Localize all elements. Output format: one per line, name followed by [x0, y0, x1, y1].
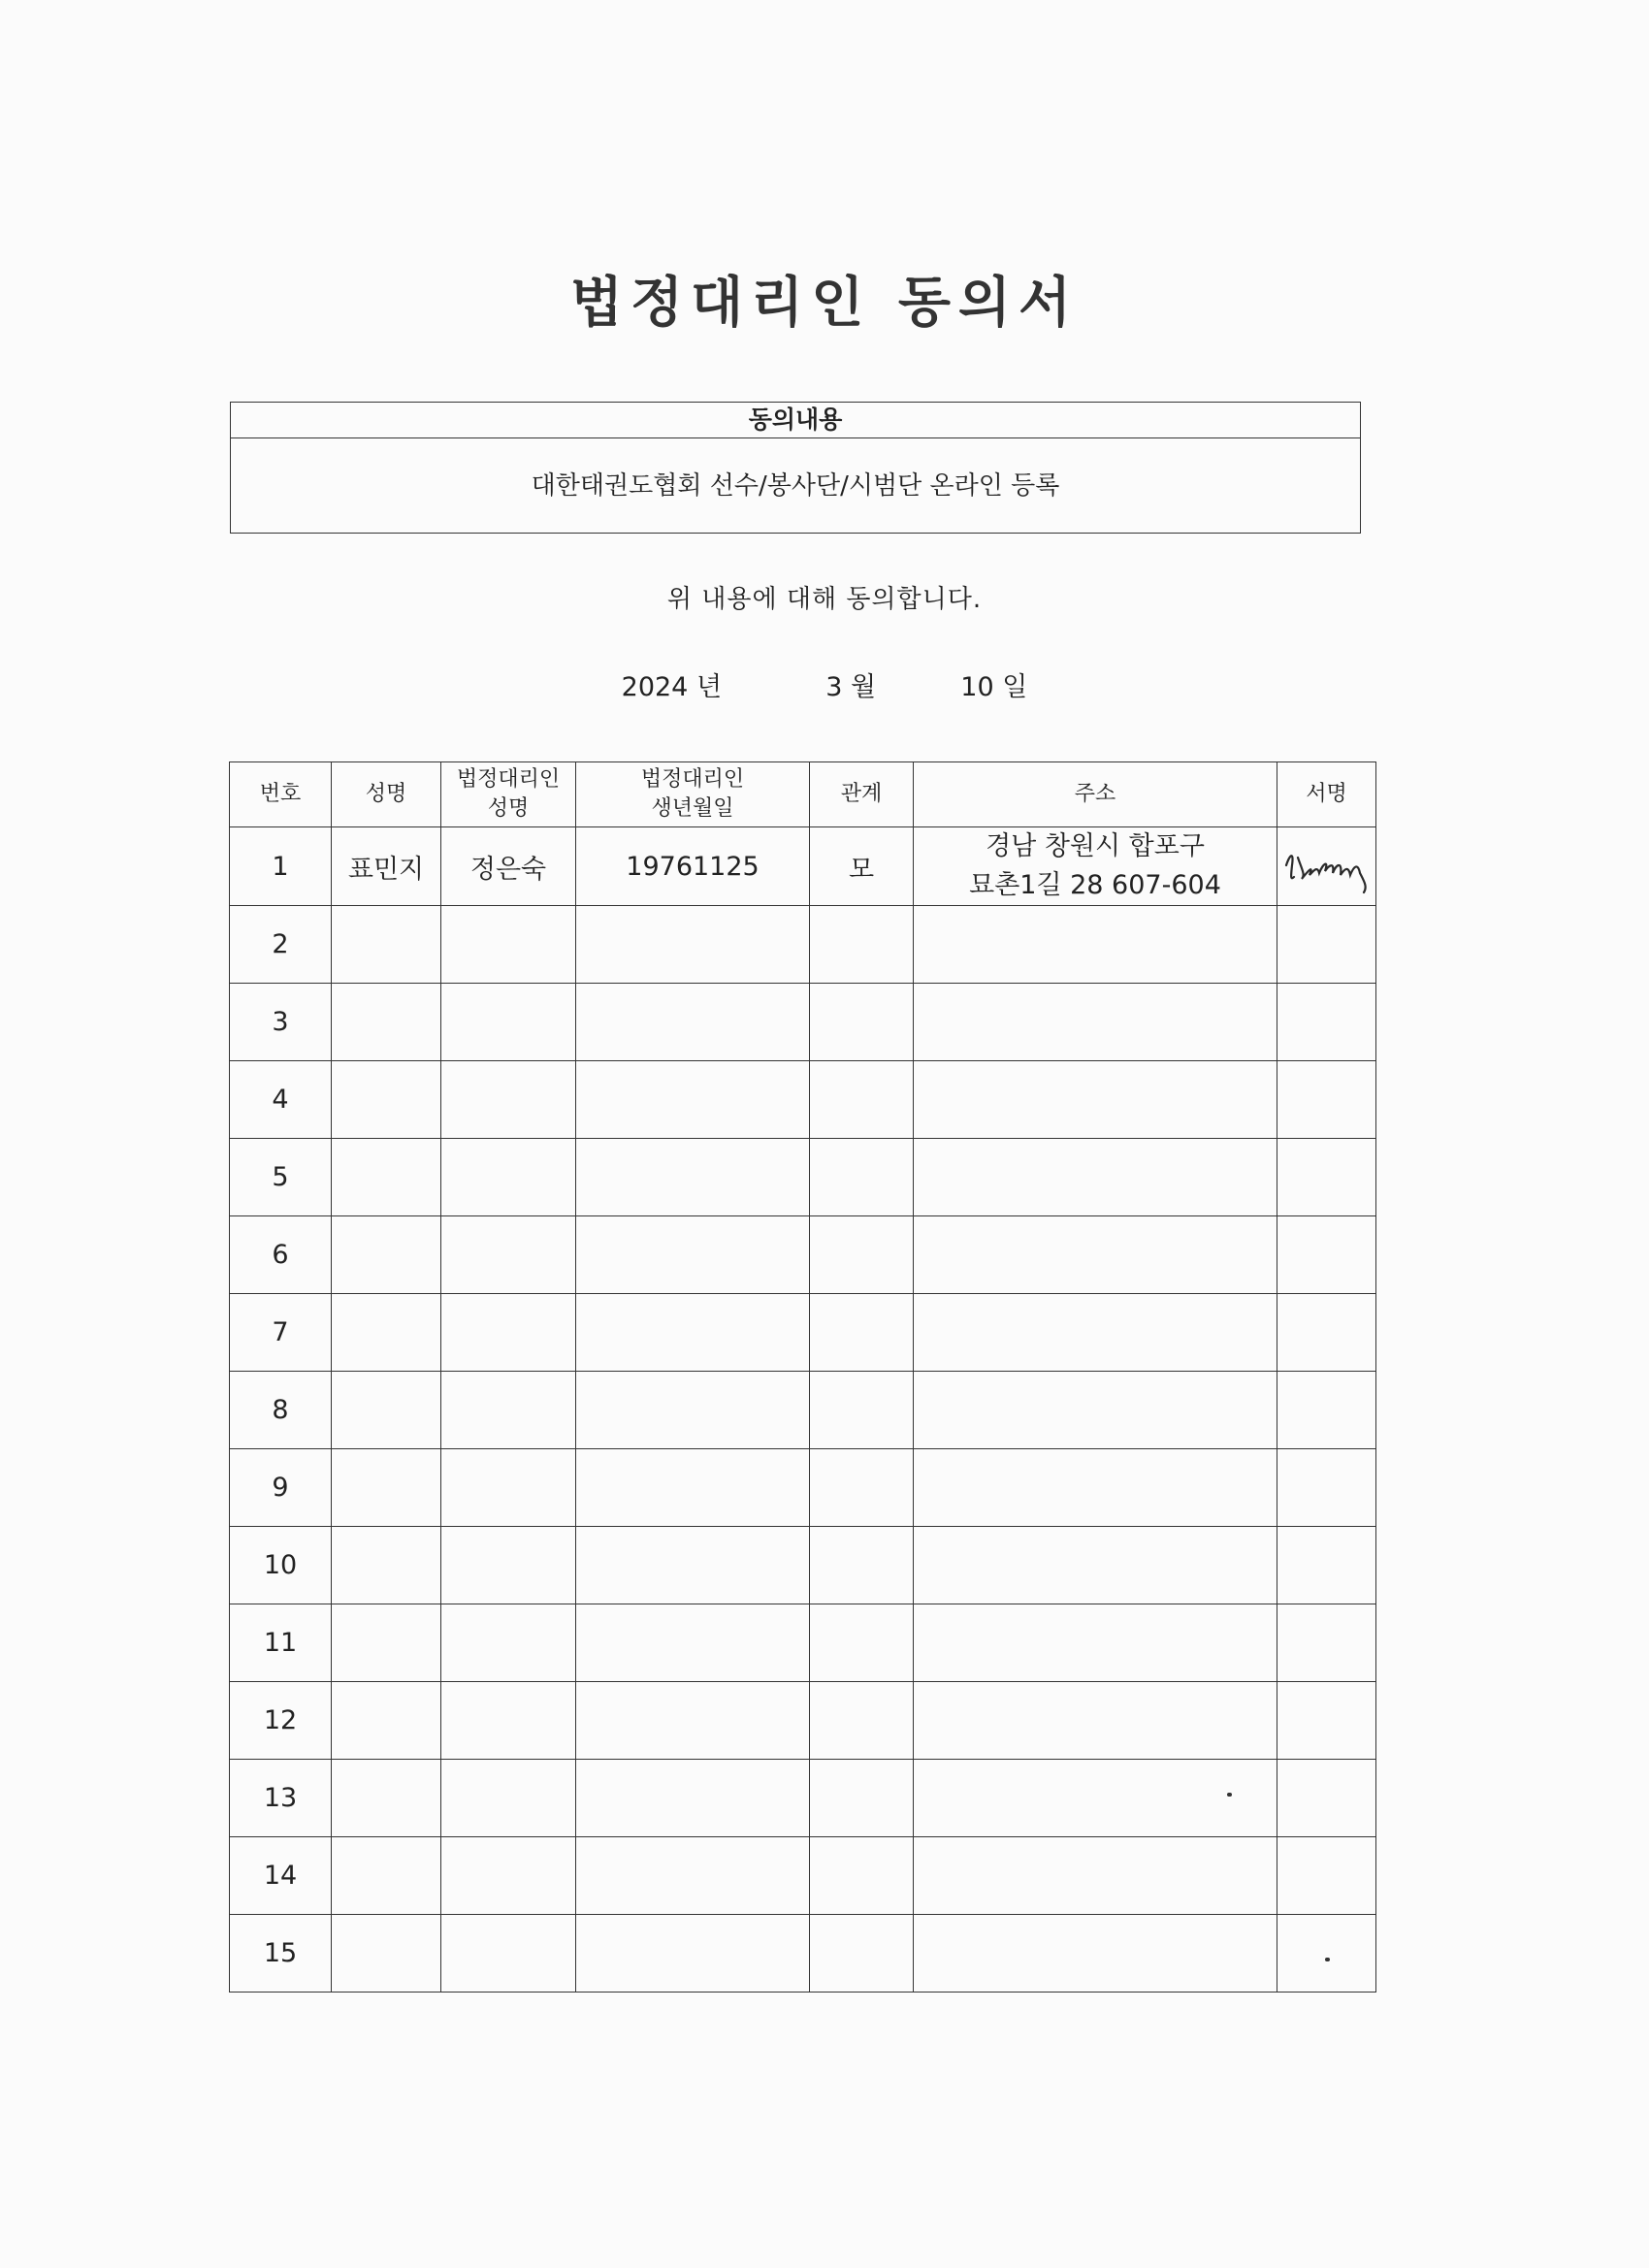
- header-signature: 서명: [1277, 762, 1376, 827]
- address: [914, 1139, 1277, 1216]
- table-row: [230, 1527, 1376, 1604]
- relation: [810, 1915, 914, 1993]
- row-number: 10: [230, 1527, 332, 1604]
- header-guardian-birth-line1: 법정대리인: [640, 767, 745, 792]
- header-relation: 관계: [810, 762, 914, 827]
- signature-cell: [1277, 1294, 1376, 1372]
- header-no: 번호: [230, 762, 332, 827]
- table-header-row: [230, 762, 1376, 827]
- guardian-birthdate: [576, 1139, 810, 1216]
- relation: [810, 1372, 914, 1449]
- student-name: [332, 906, 441, 984]
- guardian-table: [229, 761, 1376, 1993]
- guardian-name: [441, 984, 576, 1061]
- guardian-birthdate: [576, 1915, 810, 1993]
- row-number: 9: [230, 1449, 332, 1527]
- student-name: [332, 1760, 441, 1837]
- table-row: [230, 984, 1376, 1061]
- student-name: [332, 1139, 441, 1216]
- header-guardian-birth-line2: 생년월일: [651, 796, 734, 821]
- relation: [810, 1294, 914, 1372]
- student-name: [332, 1604, 441, 1682]
- table-row: [230, 1760, 1376, 1837]
- student-name: [332, 1915, 441, 1993]
- student-name: [332, 1061, 441, 1139]
- signature-cell: [1277, 1604, 1376, 1682]
- table-row: [230, 1682, 1376, 1760]
- handwritten-signature: [1280, 836, 1374, 896]
- guardian-birthdate: [576, 1216, 810, 1294]
- relation: [810, 1760, 914, 1837]
- document-title: 법정대리인 동의서: [569, 272, 1080, 335]
- table-row: [230, 1915, 1376, 1993]
- student-name: [332, 1372, 441, 1449]
- address: [914, 1449, 1277, 1527]
- header-guardian-name: [441, 762, 576, 827]
- signature-cell: [1277, 1915, 1376, 1993]
- row-number: 1: [230, 827, 332, 906]
- date-month-unit: 월: [851, 672, 877, 702]
- student-name: [332, 1449, 441, 1527]
- guardian-birthdate: [576, 1604, 810, 1682]
- student-name: [332, 1294, 441, 1372]
- signature-cell: [1277, 827, 1376, 906]
- guardian-name: [441, 1061, 576, 1139]
- relation: [810, 1449, 914, 1527]
- table-row: [230, 1216, 1376, 1294]
- guardian-name: [441, 1372, 576, 1449]
- header-guardian-name-line1: 법정대리인: [456, 767, 561, 792]
- guardian-name: 정은숙: [441, 827, 576, 906]
- signature-cell: [1277, 1139, 1376, 1216]
- row-number: 5: [230, 1139, 332, 1216]
- guardian-birthdate: [576, 1682, 810, 1760]
- signature-cell: [1277, 1449, 1376, 1527]
- consent-text: 대한태권도협회 선수/봉사단/시범단 온라인 등록: [531, 471, 1060, 501]
- guardian-birthdate: 19761125: [576, 827, 810, 906]
- address: [914, 1372, 1277, 1449]
- address: [914, 984, 1277, 1061]
- consent-header: 동의내용: [231, 403, 1360, 438]
- address: [914, 1837, 1277, 1915]
- guardian-birthdate: [576, 1527, 810, 1604]
- header-address: 주소: [914, 762, 1277, 827]
- scan-speck: [1325, 1958, 1330, 1961]
- table-row: [230, 1449, 1376, 1527]
- relation: [810, 1527, 914, 1604]
- row-number: 11: [230, 1604, 332, 1682]
- table-row: [230, 1061, 1376, 1139]
- row-number: 3: [230, 984, 332, 1061]
- address-line2: 묘촌1길 28 607-604: [969, 870, 1221, 900]
- guardian-name: [441, 1604, 576, 1682]
- address: [914, 1915, 1277, 1993]
- guardian-name: [441, 1527, 576, 1604]
- student-name: [332, 1527, 441, 1604]
- signature-cell: [1277, 1216, 1376, 1294]
- signature-cell: [1277, 906, 1376, 984]
- guardian-name: [441, 1216, 576, 1294]
- guardian-birthdate: [576, 1061, 810, 1139]
- table-row: [230, 1372, 1376, 1449]
- address: [914, 1216, 1277, 1294]
- row-number: 15: [230, 1915, 332, 1993]
- date-year-unit: 년: [695, 672, 723, 702]
- relation: [810, 906, 914, 984]
- table-row: [230, 1604, 1376, 1682]
- date-line: [0, 665, 1649, 703]
- address: [914, 1760, 1277, 1837]
- table-row: [230, 1294, 1376, 1372]
- address: [914, 1682, 1277, 1760]
- relation: [810, 1604, 914, 1682]
- date-day: 10: [960, 672, 994, 702]
- table-row: [230, 827, 1376, 906]
- scan-speck: [1227, 1793, 1232, 1797]
- guardian-name: [441, 1837, 576, 1915]
- address: [914, 1294, 1277, 1372]
- student-name: 표민지: [332, 827, 441, 906]
- student-name: [332, 1682, 441, 1760]
- date-day-unit: 일: [1002, 672, 1028, 702]
- table-row: [230, 906, 1376, 984]
- guardian-name: [441, 906, 576, 984]
- guardian-name: [441, 1682, 576, 1760]
- guardian-name: [441, 1294, 576, 1372]
- relation: [810, 1682, 914, 1760]
- address: [914, 827, 1277, 906]
- guardian-birthdate: [576, 984, 810, 1061]
- relation: [810, 1061, 914, 1139]
- address-line1: 경남 창원시 합포구: [986, 831, 1205, 861]
- row-number: 4: [230, 1061, 332, 1139]
- header-guardian-birth: [576, 762, 810, 827]
- relation: 모: [810, 827, 914, 906]
- signature-cell: [1277, 1527, 1376, 1604]
- student-name: [332, 984, 441, 1061]
- address: [914, 1527, 1277, 1604]
- guardian-birthdate: [576, 1372, 810, 1449]
- row-number: 12: [230, 1682, 332, 1760]
- row-number: 7: [230, 1294, 332, 1372]
- table-row: [230, 1139, 1376, 1216]
- date-year: 2024: [621, 672, 689, 702]
- address: [914, 906, 1277, 984]
- row-number: 2: [230, 906, 332, 984]
- header-name: 성명: [332, 762, 441, 827]
- guardian-name: [441, 1139, 576, 1216]
- guardian-birthdate: [576, 1760, 810, 1837]
- guardian-birthdate: [576, 1294, 810, 1372]
- guardian-birthdate: [576, 1449, 810, 1527]
- relation: [810, 1216, 914, 1294]
- relation: [810, 984, 914, 1061]
- date-month: 3: [825, 672, 843, 702]
- student-name: [332, 1216, 441, 1294]
- agreement-statement: 위 내용에 대해 동의합니다.: [666, 585, 983, 614]
- consent-box: [230, 402, 1361, 534]
- row-number: 13: [230, 1760, 332, 1837]
- row-number: 14: [230, 1837, 332, 1915]
- signature-cell: [1277, 1682, 1376, 1760]
- signature-cell: [1277, 1760, 1376, 1837]
- guardian-birthdate: [576, 906, 810, 984]
- guardian-name: [441, 1760, 576, 1837]
- address: [914, 1604, 1277, 1682]
- guardian-name: [441, 1915, 576, 1993]
- relation: [810, 1139, 914, 1216]
- guardian-name: [441, 1449, 576, 1527]
- signature-cell: [1277, 984, 1376, 1061]
- student-name: [332, 1837, 441, 1915]
- table-row: [230, 1837, 1376, 1915]
- signature-cell: [1277, 1837, 1376, 1915]
- signature-cell: [1277, 1061, 1376, 1139]
- relation: [810, 1837, 914, 1915]
- header-guardian-name-line2: 성명: [487, 796, 530, 821]
- address: [914, 1061, 1277, 1139]
- row-number: 6: [230, 1216, 332, 1294]
- guardian-birthdate: [576, 1837, 810, 1915]
- signature-cell: [1277, 1372, 1376, 1449]
- row-number: 8: [230, 1372, 332, 1449]
